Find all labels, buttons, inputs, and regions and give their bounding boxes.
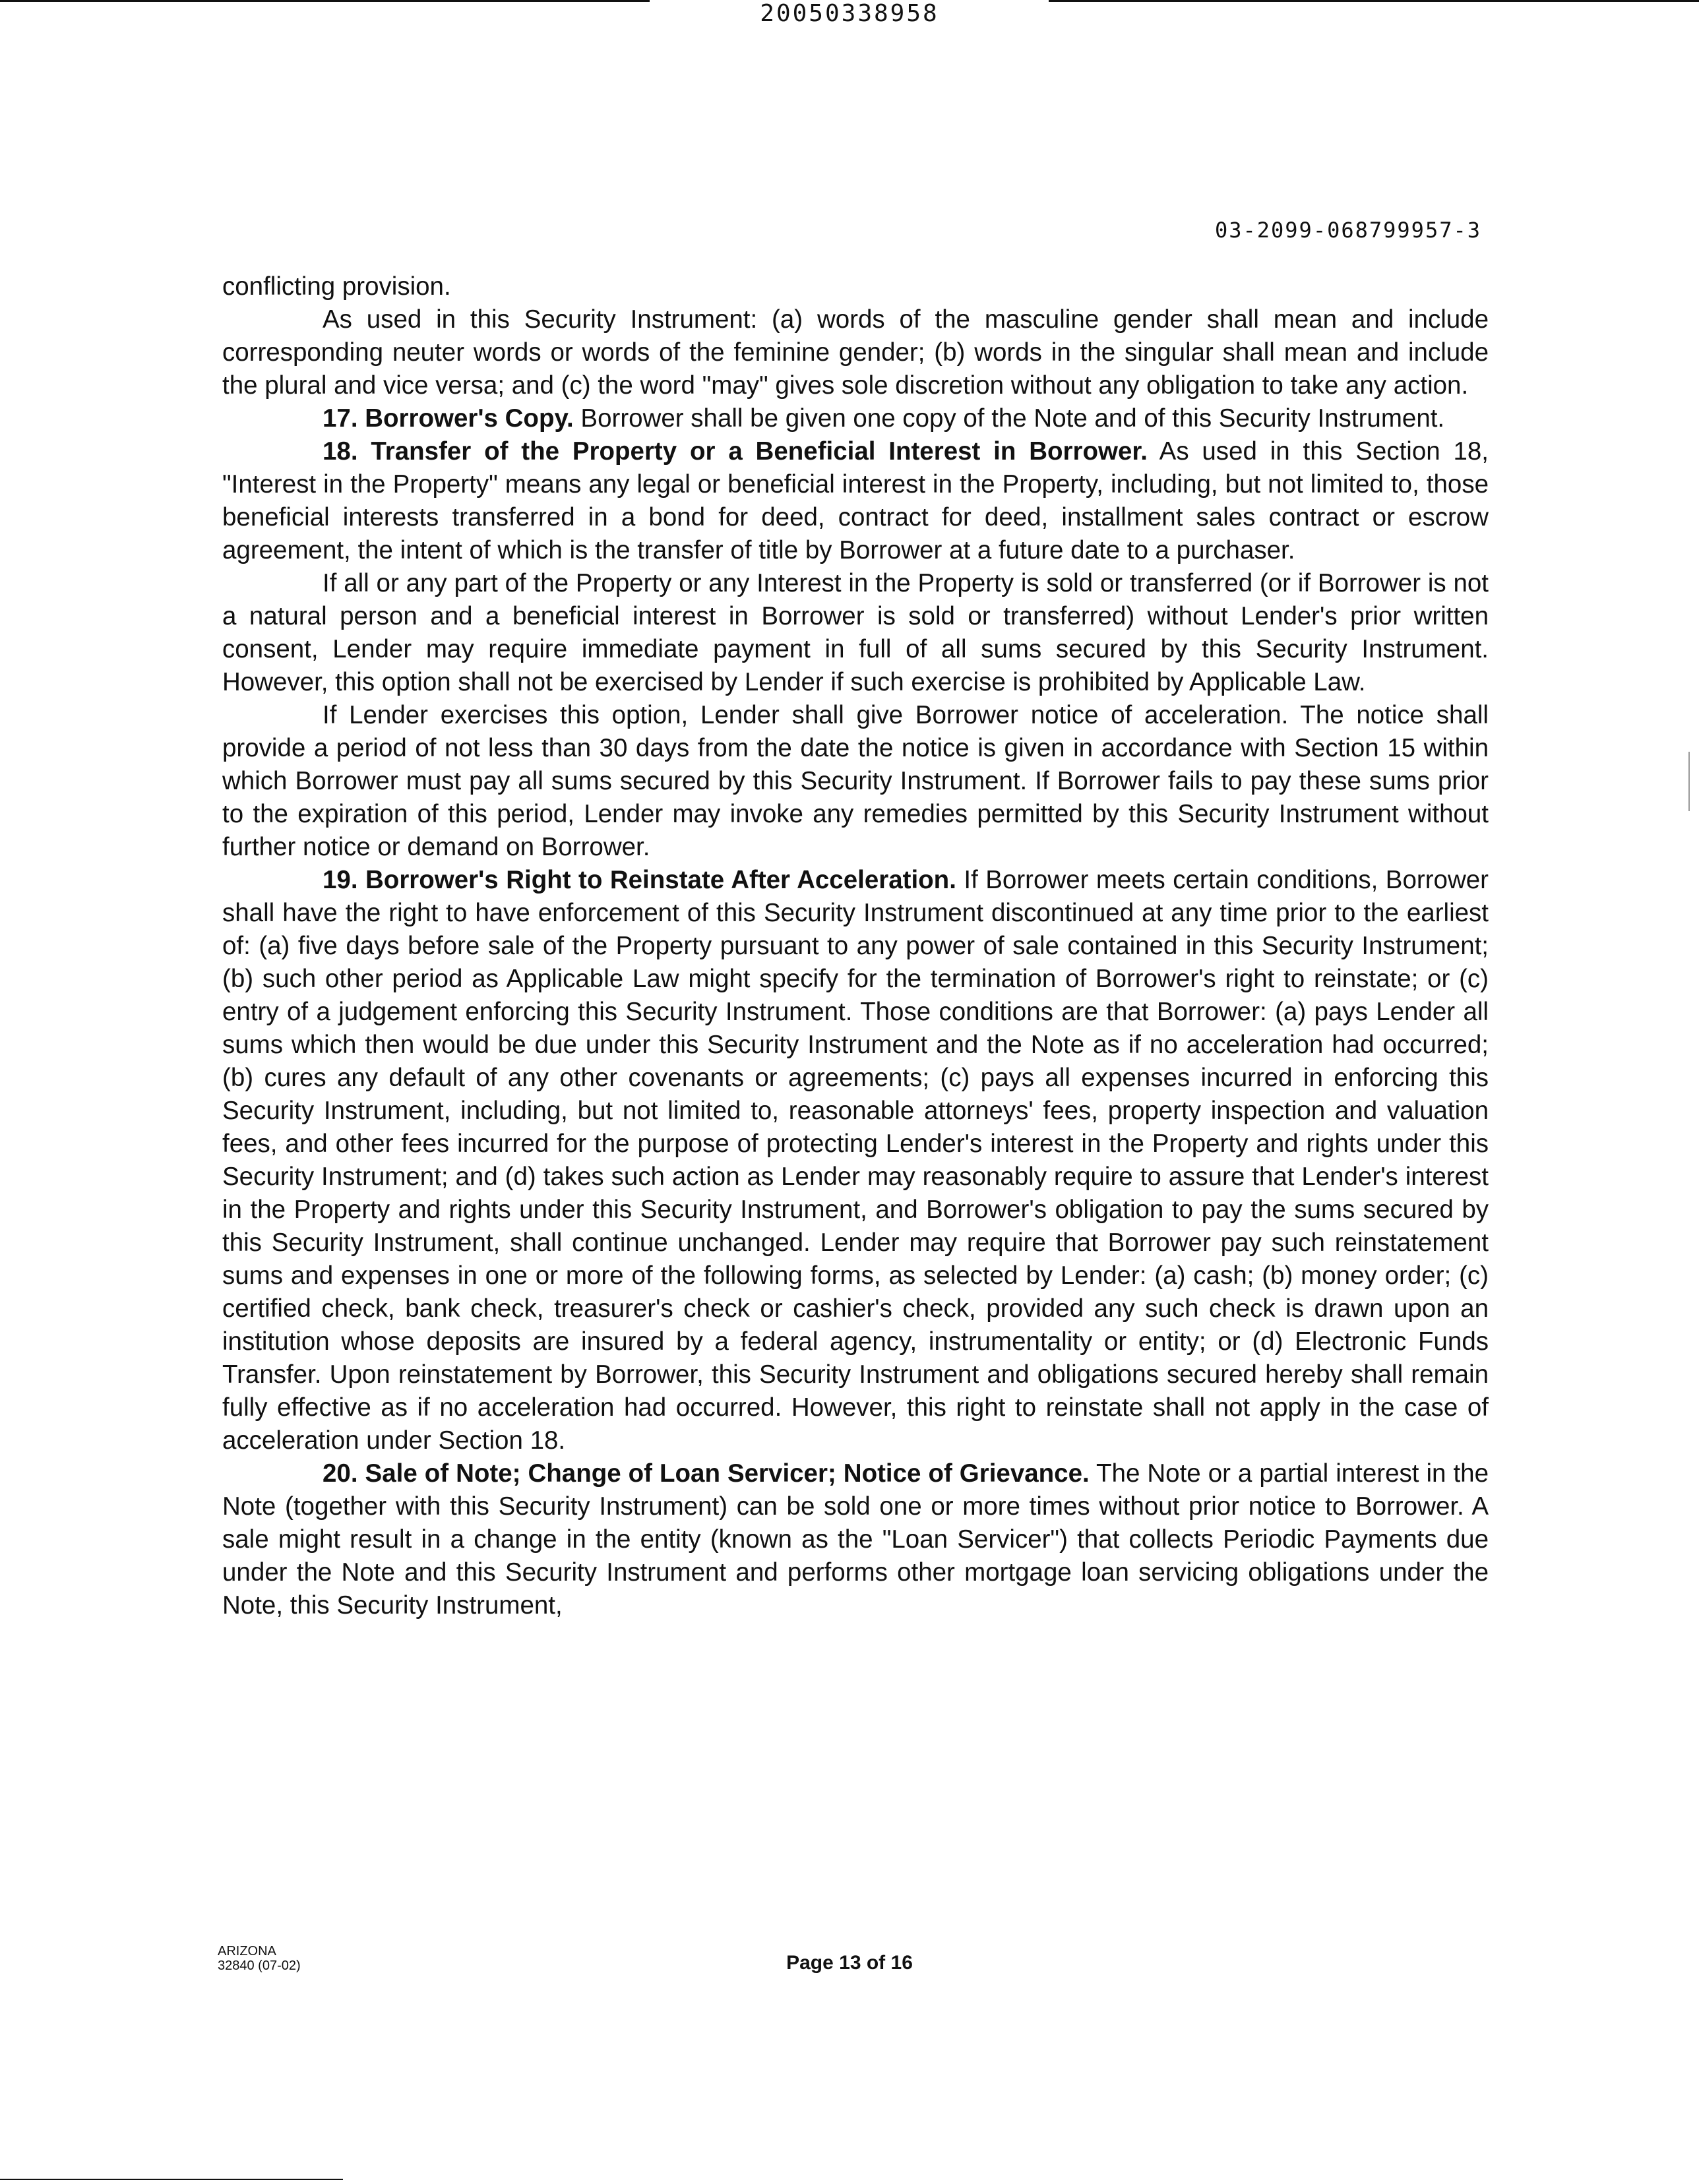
section-heading: 19. Borrower's Right to Reinstate After Acceleration. <box>323 866 956 894</box>
footer-state: ARIZONA <box>218 1944 276 1958</box>
section-17-paragraph: 17. Borrower's Copy. Borrower shall be given one copy of the Note and of this Security Instrument. <box>323 404 1445 433</box>
section-19-paragraph: 19. Borrower's Right to Reinstate After Acceleration. If Borrower meets certain conditions, Borrower shall have the right to have enforcement of this Security Instrument discontinued at any time prior to the earliest of: (a) five days before sale of the Property pursuant to any power of sale contained in this Security Instrument; (b) such other period as Applicable Law might specify for the termination of Borrower's right to reinstate; or (c) entry of a judgement enforcing this Security Instrument. Those conditions are that Borrower: (a) pays Lender all sums which then would be due under this Security Instrument and the Note as if no acceleration had occurred; (b) cures any default of any other covenants or agreements; (c) pays all expenses incurred in enforcing this Security Instrument, including, but not limited to, reasonable attorneys' fees, property inspection and valuation fees, and other fees incurred for the purpose of protecting Lender's interest in the Property and rights under this Security Instrument; and (d) takes such action as Lender may reasonably require to assure that Lender's interest in the Property and rights under this Security Instrument, and Borrower's obligation to pay the sums secured by this Security Instrument, shall continue unchanged. Lender may require that Borrower pay such reinstatement sums and expenses in one or more of the following forms, as selected by Lender: (a) cash; (b) money order; (c) certified check, bank check, treasurer's check or cashier's check, provided any such check is drawn upon an institution whose deposits are insured by a federal agency, instrumentality or entity; or (d) Electronic Funds Transfer. Upon reinstatement by Borrower, this Security Instrument and obligations secured hereby shall remain fully effective as if no acceleration had occurred. However, this right to reinstate shall not apply in the case of acceleration under Section 18. <box>222 866 1489 1455</box>
paragraph: As used in this Security Instrument: (a) words of the masculine gender shall mean and include corresponding neuter words or words of the feminine gender; (b) words in the singular shall mean and include the plural and vice versa; and (c) the word "may" gives sole discretion without any obligation to take any action. <box>222 305 1489 400</box>
recording-number: 20050338958 <box>760 0 939 27</box>
section-18-paragraph: 18. Transfer of the Property or a Beneficial Interest in Borrower. As used in this Section 18, "Interest in the Property" means any legal or beneficial interest in the Property, including, but not limited to, those beneficial interests transferred in a bond for deed, contract for deed, installment sales contract or escrow agreement, the intent of which is the transfer of title by Borrower at a future date to a purchaser. <box>222 437 1489 564</box>
document-body <box>222 270 1489 1622</box>
loan-number: 03-2099-068799957-3 <box>1214 218 1481 243</box>
paragraph: If all or any part of the Property or any Interest in the Property is sold or transferred (or if Borrower is not a natural person and a beneficial interest in Borrower is sold or transferred) without Lender's prior written consent, Lender may require immediate payment in full of all sums secured by this Security Instrument. However, this option shall not be exercised by Lender if such exercise is prohibited by Applicable Law. <box>222 569 1489 696</box>
paragraph: conflicting provision. <box>222 272 451 301</box>
paragraph: If Lender exercises this option, Lender shall give Borrower notice of acceleration. The notice shall provide a period of not less than 30 days from the date the notice is given in accordance with Section 15 within which Borrower must pay all sums secured by this Security Instrument. If Borrower fails to pay these sums prior to the expiration of this period, Lender may invoke any remedies permitted by this Security Instrument without further notice or demand on Borrower. <box>222 701 1489 861</box>
bottom-left-rule <box>0 2179 343 2180</box>
scan-artifact <box>1688 752 1690 811</box>
page-number: Page 13 of 16 <box>786 1952 913 1974</box>
section-20-paragraph: 20. Sale of Note; Change of Loan Servicer; Notice of Grievance. The Note or a partial interest in the Note (together with this Security Instrument) can be sold one or more times without prior notice to Borrower. A sale might result in a change in the entity (known as the "Loan Servicer") that collects Periodic Payments due under the Note and this Security Instrument and performs other mortgage loan servicing obligations under the Note, this Security Instrument, <box>222 1459 1489 1620</box>
section-heading: 18. Transfer of the Property or a Beneficial Interest in Borrower. <box>323 437 1148 466</box>
footer-form-number: 32840 (07-02) <box>218 1958 301 1973</box>
section-heading: 17. Borrower's Copy. <box>323 404 574 433</box>
section-heading: 20. Sale of Note; Change of Loan Servicer; Notice of Grievance. <box>323 1459 1090 1488</box>
